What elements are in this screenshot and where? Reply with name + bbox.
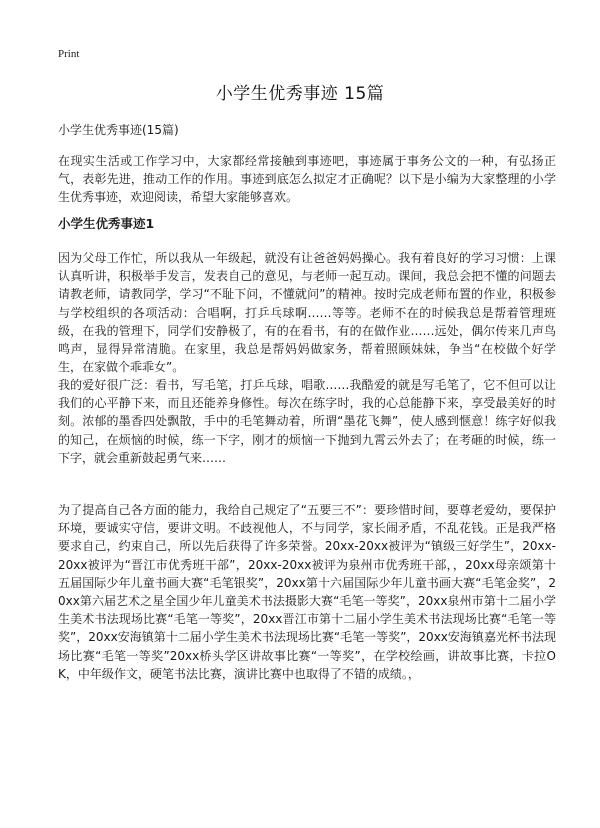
body-paragraph-3: 为了提高自己各方面的能力，我给自己规定了“五要三不”：要珍惜时间，要尊老爱幼，要保护环境，要诚实守信，要讲文明。不歧视他人，不与同学，家长闹矛盾，不乱花钱。正是我严格要求自己，约束自己，所以先后获得了许多荣誉。20xx-20xx被评为“镇级三好学生”，20xx-20xx被评为“晋江市优秀班干部”，20xx-20xx被评为泉州市优秀班干部，，20xx母亲颂第十五届国际少年儿童书画大赛“毛笔银奖”，20xx第十六届国际少年儿童书画大赛“毛笔金奖”，20xx第六届艺术之星全国少年儿童美术书法摄影大赛“毛笔一等奖”，20xx泉州市第十二届小学生美术书法现场比赛“毛笔一等奖”，20xx晋江市第十二届小学生美术书法现场比赛“毛笔一等奖”，20xx安海镇第十二届小学生美术书法现场比赛“毛笔一等奖”，20xx安海镇嘉光杯书法现场比赛“毛笔一等奖”20xx桥头学区讲故事比赛“一等奖”，在学校绘画，讲故事比赛，卡拉OK，中年级作文，硬笔书法比赛，演讲比赛中也取得了不错的成绩。， <box>58 503 556 681</box>
body-paragraph-1: 因为父母工作忙，所以我从一年级起，就没有让爸爸妈妈操心。我有着良好的学习习惯：上课认真听讲，积极举手发言，发表自己的意见，与老师一起互动。课间，我总会把不懂的问题去请教老师，请教同学，学习“不耻下问，不懂就问”的精神。按时完成老师布置的作业，积极参与学校组织的各项活动：合唱啊，打乒乓球啊……等等。老师不在的时候我总是帮着管理班级，在我的管理下，同学们安静极了，有的在看书，有的在做作业……远处，偶尔传来几声鸟鸣声，显得异常清脆。在家里，我总是帮妈妈做家务，帮着照顾妹妹，争当“在校做个好学生，在家做个乖乖女”。 <box>58 251 556 375</box>
document-subtitle: 小学生优秀事迹(15篇) <box>58 123 179 137</box>
section-heading: 小学生优秀事迹1 <box>58 216 155 231</box>
print-link[interactable]: Print <box>58 48 80 60</box>
body-paragraph-2: 我的爱好很广泛：看书，写毛笔，打乒乓球，唱歌……我酷爱的就是写毛笔了，它不但可以让我们的心平静下来，而且还能养身修性。每次在练字时，我的心总能静下来，享受最美好的时刻。浓郁的墨香四处飘散，手中的毛笔舞动着，所谓“墨花飞舞”，使人感到惬意！练字好似我的知己，在烦恼的时候，练一下字，刚才的烦恼一下抛到九霄云外去了；在考砸的时候，练一下字，就会重新鼓起勇气来…… <box>58 378 556 465</box>
page-title: 小学生优秀事迹 15篇 <box>215 84 385 104</box>
intro-paragraph: 在现实生活或工作学习中，大家都经常接触到事迹吧，事迹属于事务公文的一种，有弘扬正气，表彰先进，推动工作的作用。事迹到底怎么拟定才正确呢？以下是小编为大家整理的小学生优秀事迹，欢迎阅读，希望大家能够喜欢。 <box>58 154 556 205</box>
